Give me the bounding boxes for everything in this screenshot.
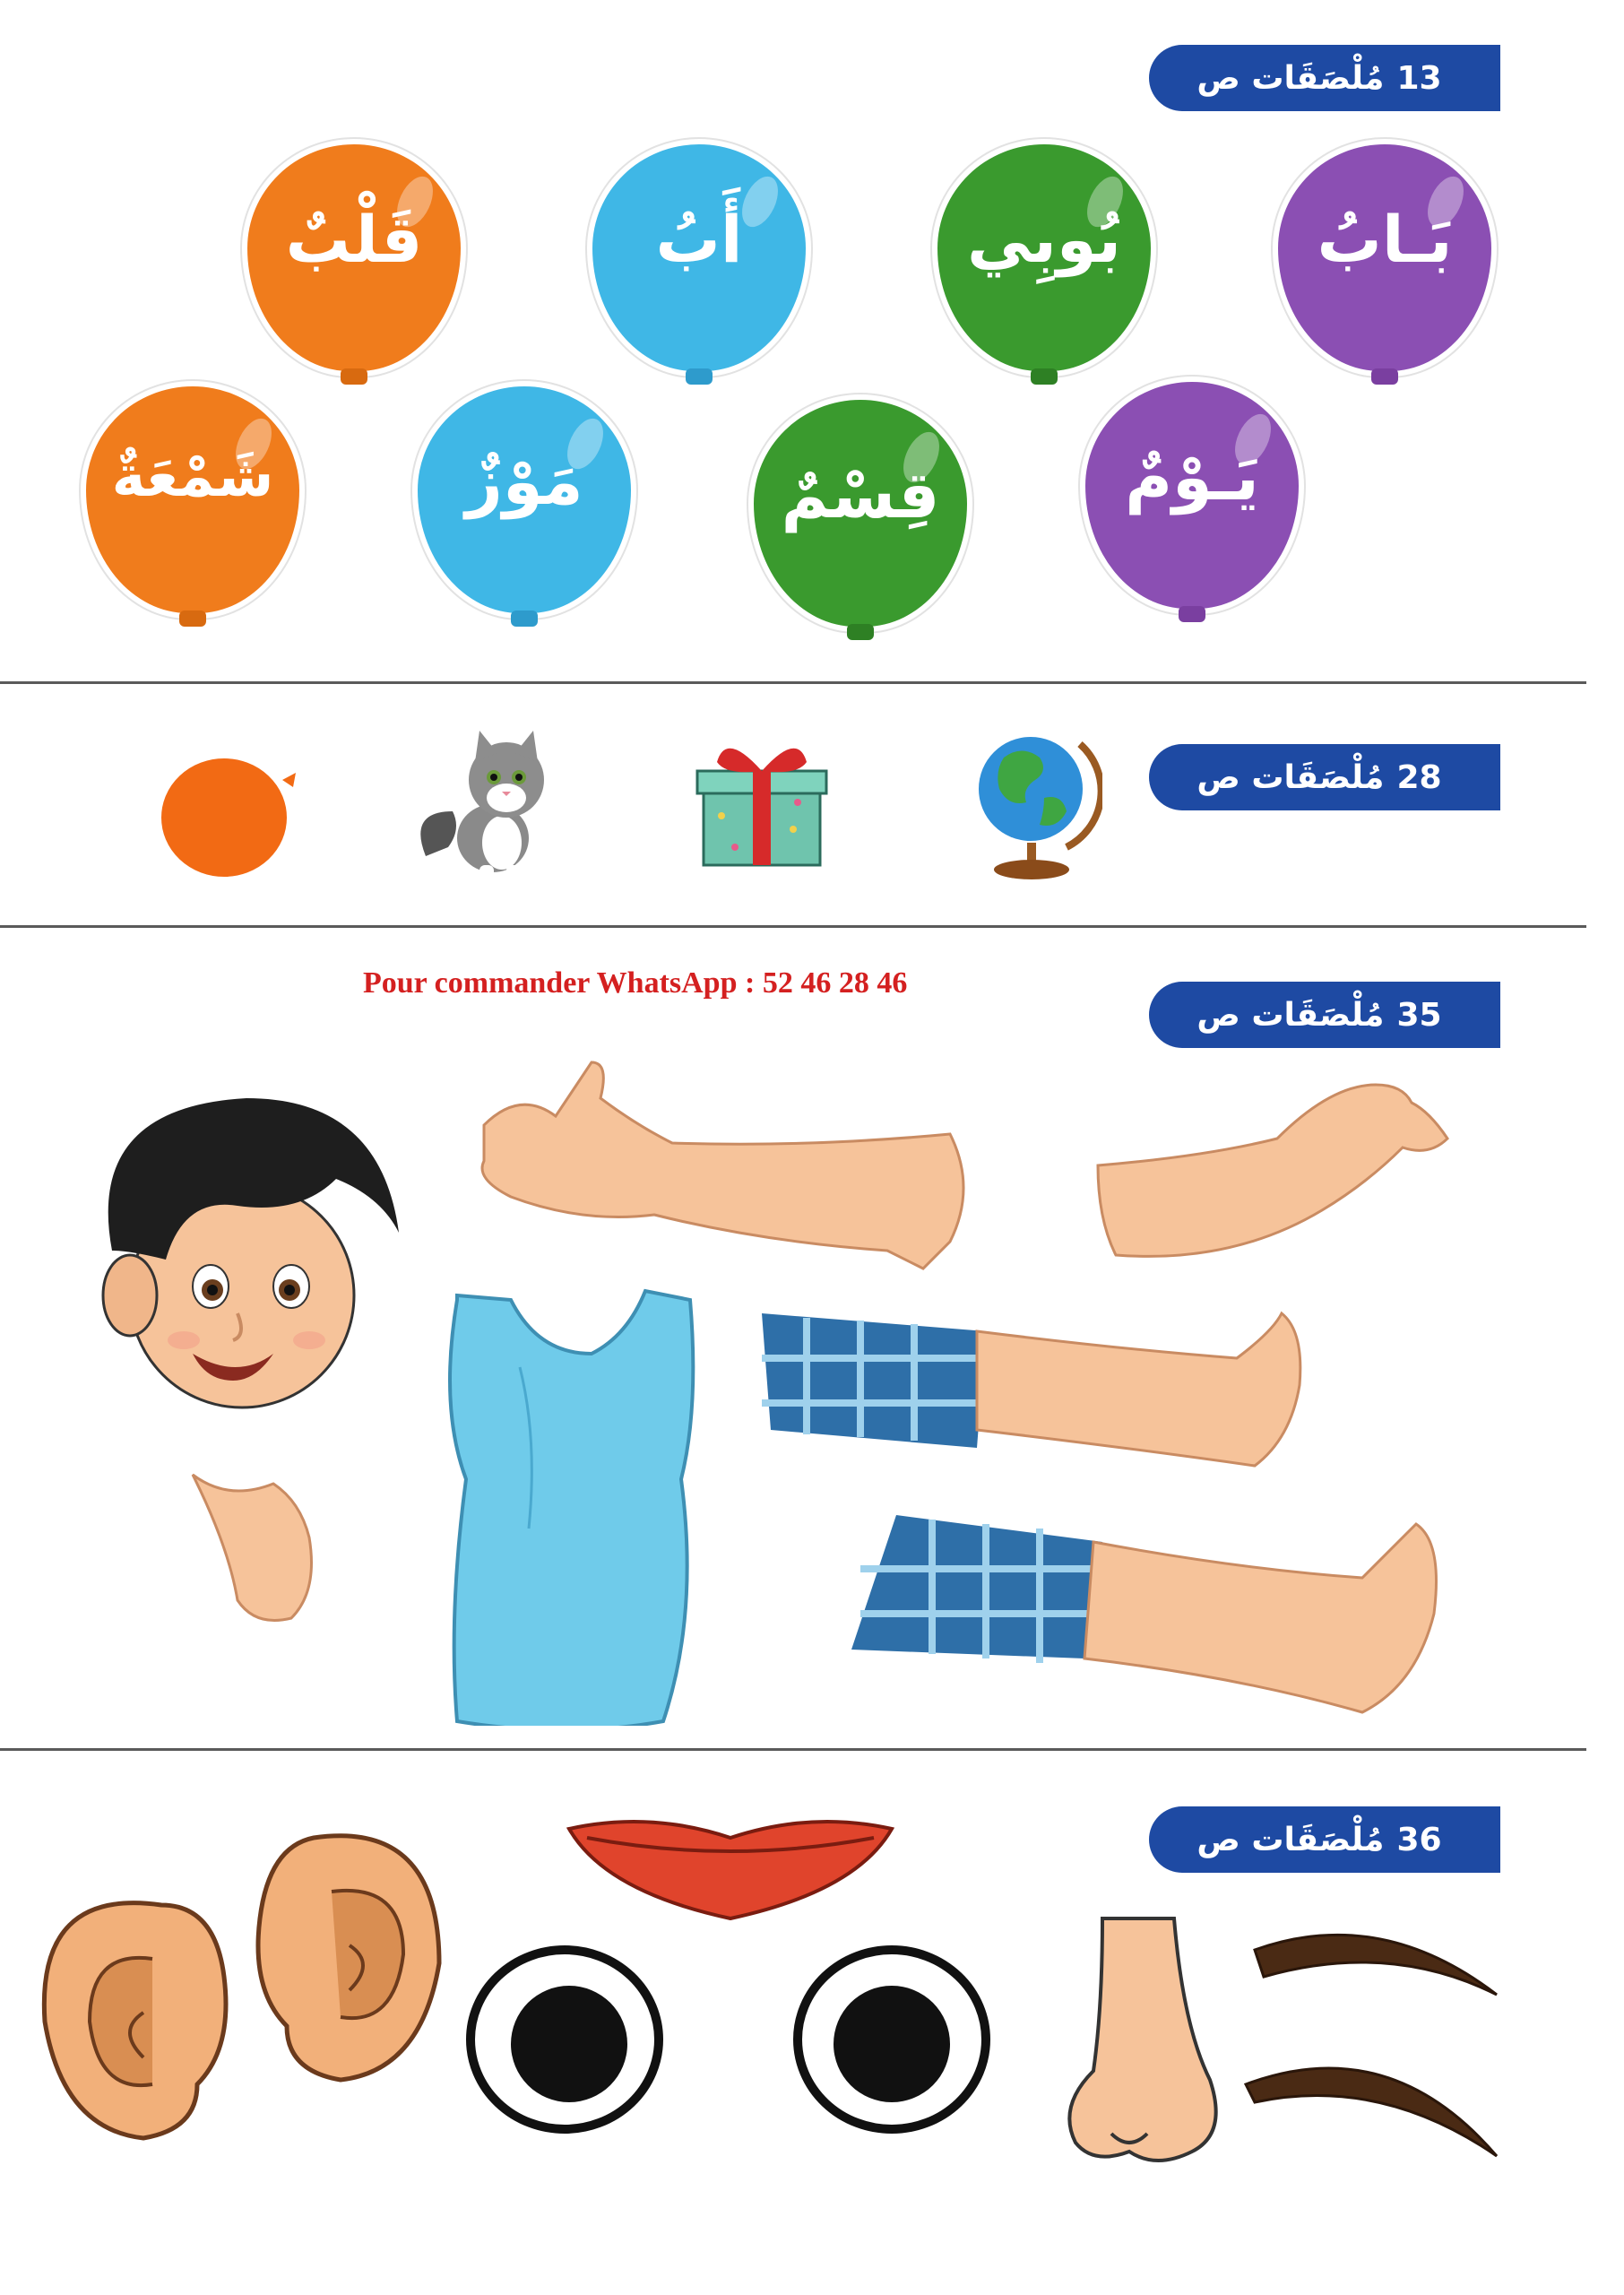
leg-shorts-sticker-2[interactable] — [851, 1506, 1479, 1730]
boy-head-sticker[interactable] — [58, 1071, 417, 1430]
section-tag-number: 35 — [1396, 996, 1442, 1034]
section-tag-36 — [1149, 1806, 1490, 1873]
arm-short-sticker[interactable] — [1080, 1076, 1474, 1282]
section-tag-35 — [1149, 982, 1490, 1048]
balloon-word-qism[interactable] — [748, 394, 972, 637]
nose-sticker[interactable] — [1058, 1910, 1228, 2178]
section-divider — [0, 681, 1586, 684]
balloon-word-mawz[interactable] — [412, 381, 636, 623]
balloon-word: مَوْزٌ — [465, 444, 583, 519]
eye-right-sticker[interactable] — [789, 1936, 995, 2143]
balloon-knot — [179, 611, 206, 627]
balloon-word: أَبُ — [655, 202, 743, 277]
eyebrow-bottom-sticker[interactable] — [1237, 2040, 1506, 2165]
section-tag-label: مُلْصَقَات ص — [1196, 996, 1385, 1034]
balloon-word-shama[interactable] — [81, 381, 305, 623]
balloon-knot — [1031, 368, 1058, 385]
eyebrow-top-sticker[interactable] — [1246, 1914, 1506, 2004]
balloon-word: شَمْعَةٌ — [111, 444, 274, 510]
cat-icon[interactable] — [408, 722, 569, 883]
globe-icon[interactable] — [968, 717, 1102, 888]
balloon-word: قَلْبٌ — [285, 202, 423, 277]
section-tag-number: 36 — [1396, 1821, 1442, 1858]
section-divider — [0, 925, 1586, 928]
balloon-knot — [1179, 606, 1205, 622]
neck-sticker[interactable] — [184, 1457, 318, 1627]
tank-top-sticker[interactable] — [421, 1277, 717, 1726]
order-contact-text: Pour commander WhatsApp : 52 46 28 46 — [363, 966, 908, 1000]
balloon-knot — [1371, 368, 1398, 385]
section-tag-label: مُلْصَقَات ص — [1196, 758, 1385, 796]
arm-long-sticker[interactable] — [466, 1053, 968, 1286]
section-tag-label: مُلْصَقَات ص — [1196, 1821, 1385, 1858]
section-tag-28 — [1149, 744, 1490, 810]
leg-shorts-sticker[interactable] — [753, 1304, 1326, 1484]
balloon-knot — [341, 368, 367, 385]
balloon-knot — [511, 611, 538, 627]
orange-balloon-icon[interactable] — [152, 744, 305, 888]
balloon-word-qalb[interactable] — [242, 139, 466, 381]
section-tag-13 — [1149, 45, 1490, 111]
section-tag-number: 13 — [1396, 59, 1442, 97]
section-divider — [0, 1748, 1586, 1751]
gift-box-icon[interactable] — [690, 731, 834, 874]
balloon-word-bobi[interactable] — [932, 139, 1156, 381]
ear-left-sticker[interactable] — [36, 1887, 233, 2156]
lips-sticker[interactable] — [560, 1802, 901, 1936]
balloon-word: بَـابُ — [1317, 202, 1453, 277]
balloon-knot — [686, 368, 713, 385]
balloon-word-yawm[interactable] — [1080, 377, 1304, 619]
eye-left-sticker[interactable] — [462, 1936, 668, 2143]
balloon-word-bab[interactable] — [1273, 139, 1497, 381]
balloon-knot — [847, 624, 874, 640]
section-tag-label: مُلْصَقَات ص — [1196, 59, 1385, 97]
section-tag-number: 28 — [1396, 758, 1442, 796]
balloon-word-ab[interactable] — [587, 139, 811, 381]
ear-right-sticker[interactable] — [251, 1820, 457, 2098]
balloon-word: بُوبِي — [966, 202, 1122, 277]
balloon-word: قِسْمٌ — [781, 457, 940, 533]
balloon-word: يَـوْمٌ — [1125, 439, 1259, 515]
